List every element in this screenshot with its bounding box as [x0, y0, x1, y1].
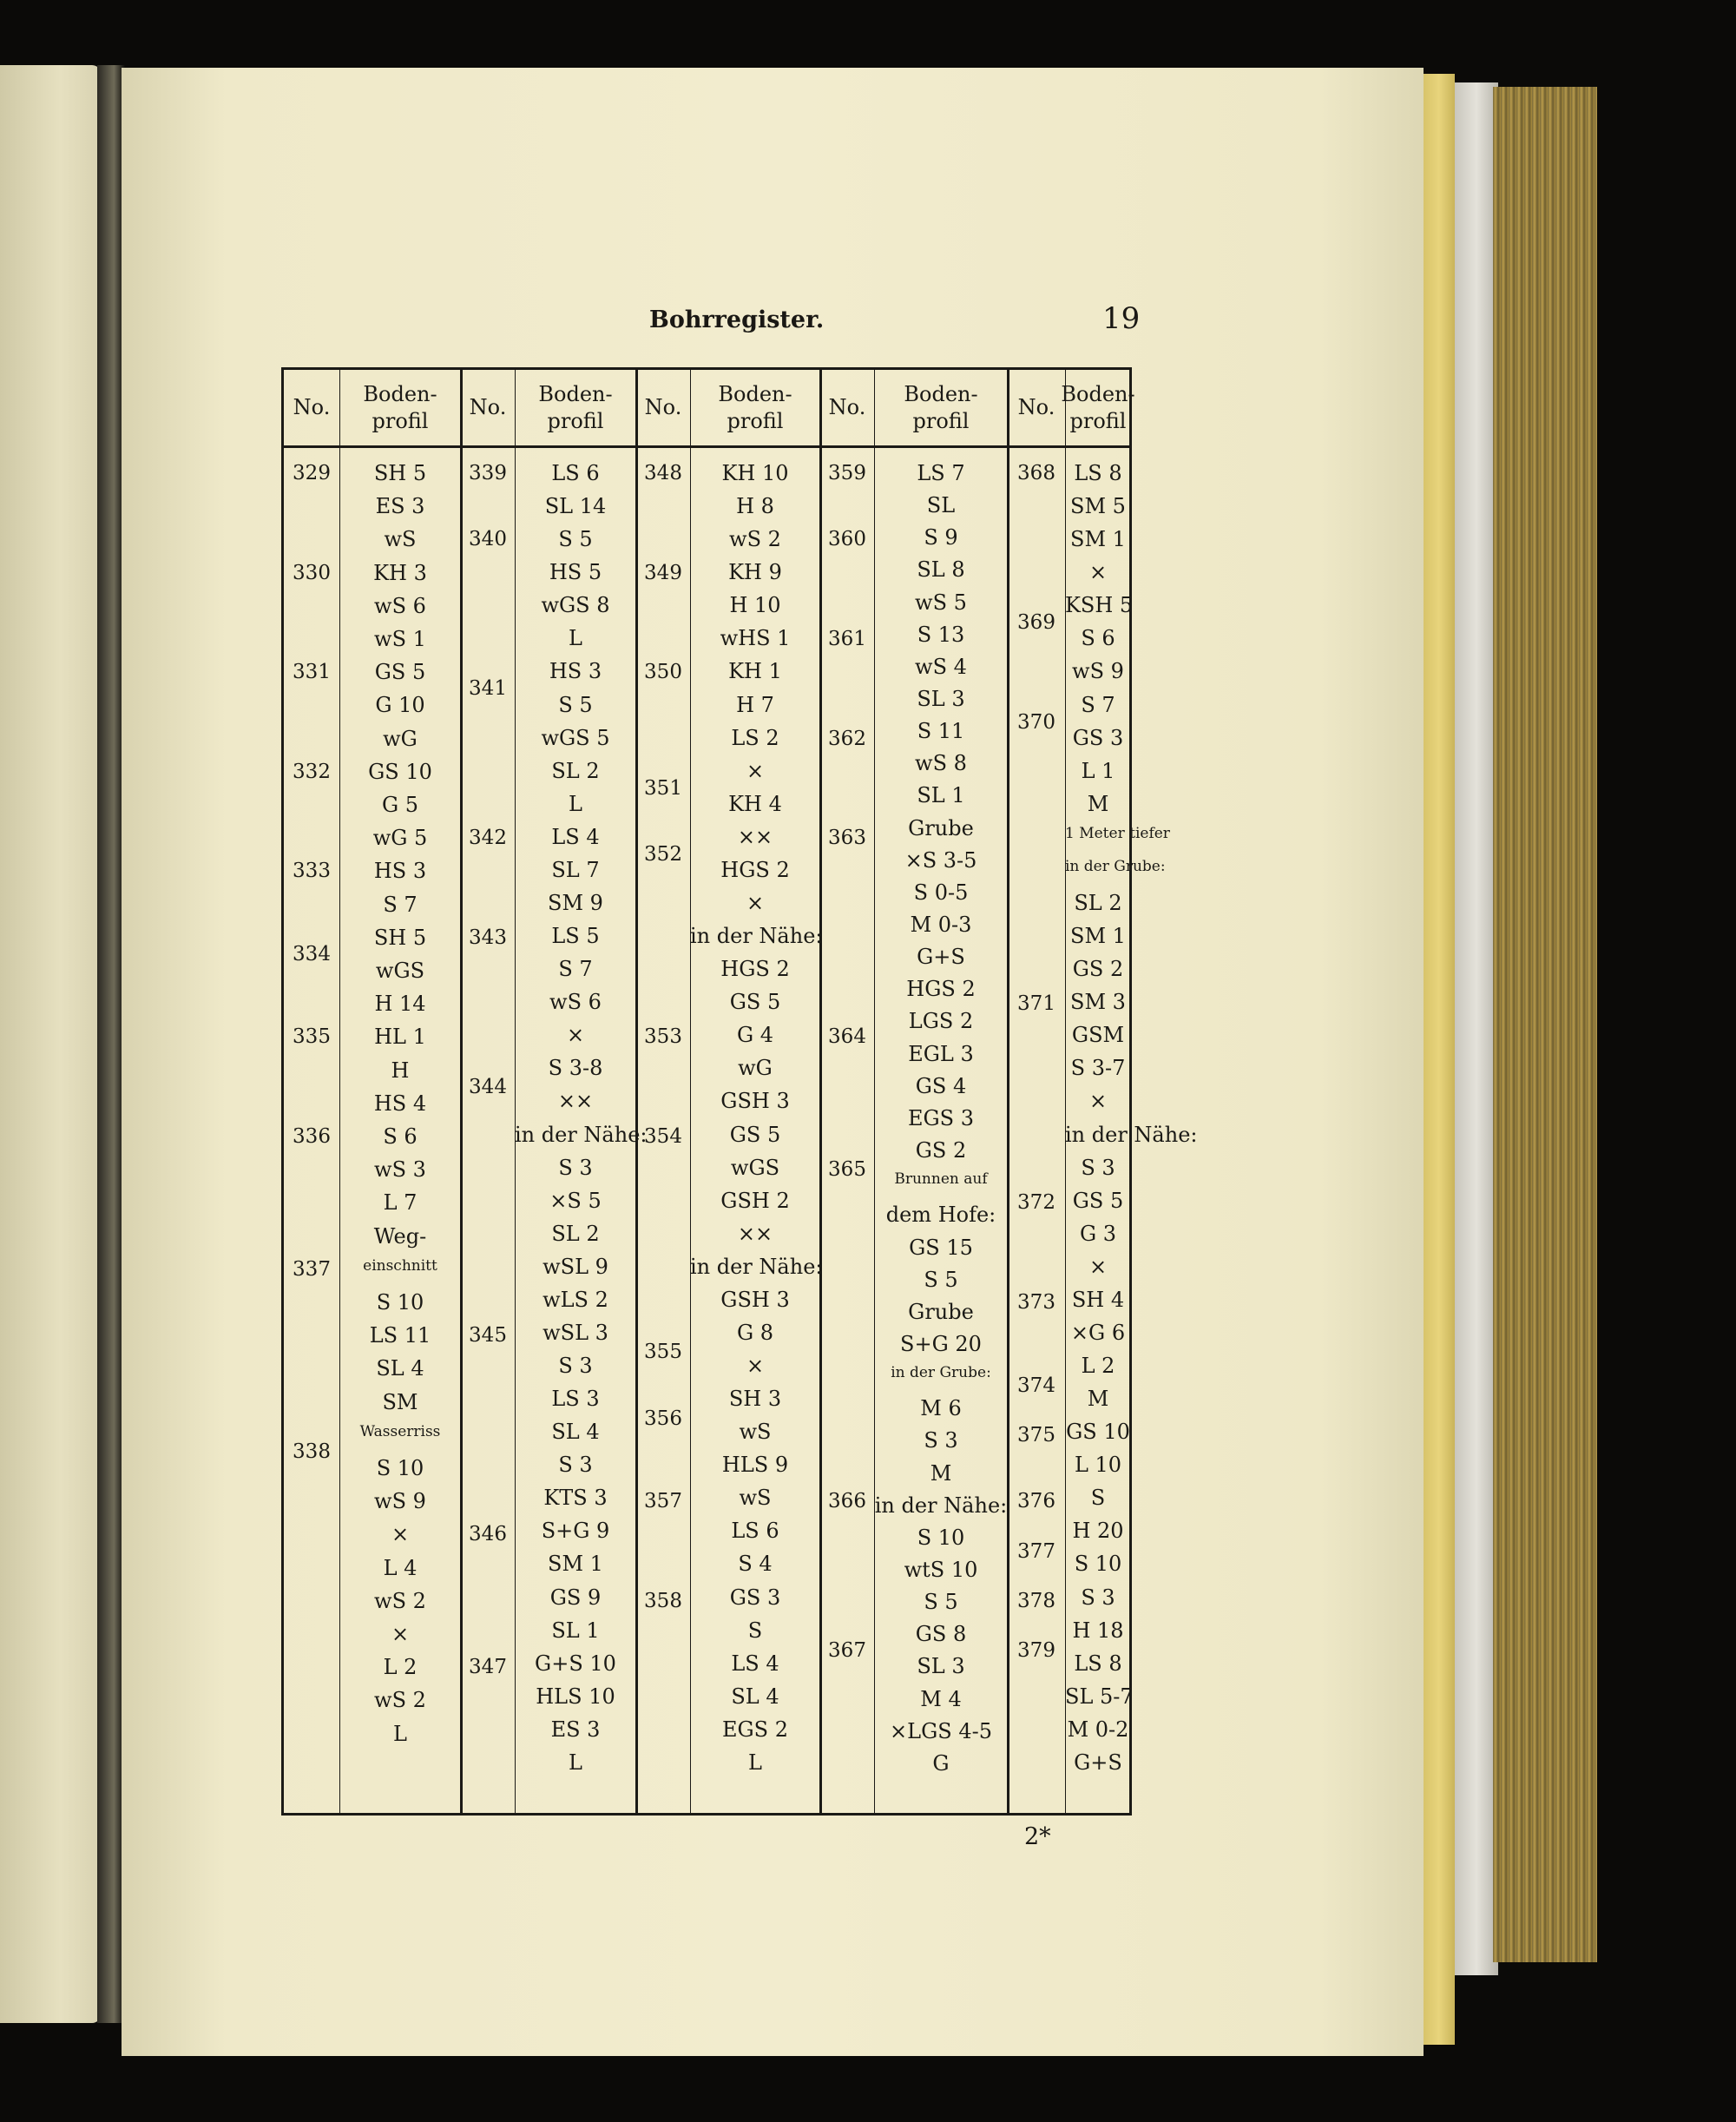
profile-entry: GS 5 — [374, 660, 426, 685]
register-number: 374 — [1017, 1374, 1055, 1397]
book-spine-edge — [1493, 87, 1597, 1962]
profile-entry: H 7 — [736, 692, 774, 717]
profile-entry: G+S — [1074, 1750, 1122, 1775]
header-no: No. — [644, 395, 682, 419]
profile-entry: L 2 — [1081, 1354, 1115, 1379]
profile-entry: wGS 5 — [541, 725, 610, 750]
profile-entry: S 0-5 — [913, 880, 969, 905]
profile-entry: H — [391, 1058, 410, 1083]
bodenprofil-column — [1065, 370, 1198, 1813]
profile-entry: in der Nähe: — [874, 1493, 1008, 1518]
profile-entry: GS 3 — [729, 1585, 781, 1610]
profile-entry: Brunnen auf — [894, 1170, 988, 1189]
profile-entry: in der Nähe: — [1065, 1122, 1198, 1147]
profile-entry: S 3 — [1081, 1155, 1115, 1180]
profile-entry: L 7 — [383, 1190, 418, 1216]
register-number-column — [636, 370, 690, 1813]
profile-entry: GS 9 — [549, 1585, 602, 1610]
profile-entry: wS 5 — [915, 590, 967, 615]
profile-entry: ES 3 — [375, 494, 425, 519]
profile-entry: S 10 — [1074, 1552, 1122, 1577]
register-number: 363 — [828, 827, 866, 850]
header-bodenprofil-line1: Boden- — [363, 381, 437, 406]
profile-entry: GS 5 — [729, 990, 781, 1015]
page-block-edge — [1424, 74, 1455, 2045]
profile-entry: LGS 2 — [908, 1009, 974, 1034]
profile-entry: M 6 — [920, 1396, 962, 1421]
profile-entry: G 10 — [375, 693, 425, 718]
register-number: 361 — [828, 628, 866, 650]
profile-entry: ×S 5 — [549, 1188, 602, 1213]
profile-entry: wS 2 — [374, 1588, 426, 1613]
profile-entry: × — [391, 1522, 410, 1547]
bodenprofil-column — [874, 370, 1008, 1813]
profile-entry: wS 9 — [1072, 659, 1124, 684]
register-number-column — [461, 370, 515, 1813]
profile-entry: GS 10 — [368, 759, 432, 784]
profile-entry: wS 1 — [374, 627, 426, 651]
register-number: 360 — [828, 528, 866, 551]
profile-entry: wG — [383, 726, 418, 751]
profile-entry: M — [930, 1460, 952, 1486]
profile-entry: KH 9 — [728, 560, 782, 585]
profile-entry: G 5 — [381, 793, 419, 817]
profile-entry: S 6 — [1081, 626, 1115, 651]
profile-entry: HGS 2 — [906, 977, 976, 1002]
profile-entry: SM 1 — [548, 1552, 603, 1577]
profile-entry: HL 1 — [374, 1025, 426, 1050]
register-number: 377 — [1017, 1539, 1055, 1563]
register-number: 340 — [469, 528, 507, 551]
profile-entry: S 5 — [558, 527, 593, 552]
profile-entry: LS 5 — [551, 924, 600, 949]
register-number: 350 — [644, 661, 682, 684]
profile-entry: in der Nähe: — [690, 924, 823, 949]
profile-entry: wS 6 — [374, 593, 426, 618]
profile-entry: wS 3 — [374, 1157, 426, 1183]
profile-entry: S 6 — [383, 1124, 418, 1149]
profile-entry: Wasserriss — [359, 1422, 441, 1440]
profile-entry: SM 1 — [1070, 527, 1126, 552]
profile-entry: KH 3 — [373, 560, 427, 585]
profile-entry: GSM — [1071, 1023, 1125, 1048]
profile-entry: GS 2 — [1072, 957, 1124, 982]
back-cover-edge — [1455, 82, 1498, 1975]
profile-entry: EGS 2 — [721, 1717, 789, 1742]
profile-entry: HLS 10 — [536, 1684, 615, 1709]
profile-entry: G+S 10 — [535, 1651, 616, 1676]
profile-entry: H 10 — [729, 593, 781, 618]
header-no: No. — [1017, 395, 1055, 419]
register-number: 372 — [1017, 1191, 1055, 1215]
profile-entry: S 5 — [924, 1267, 958, 1292]
profile-entry: SH 4 — [1071, 1287, 1125, 1312]
register-number: 379 — [1017, 1639, 1055, 1663]
page-title: Bohrregister. — [649, 306, 825, 333]
profile-entry: ES 3 — [550, 1717, 601, 1742]
profile-entry: S 3 — [558, 1453, 593, 1478]
register-number: 375 — [1017, 1423, 1055, 1447]
profile-entry: × — [1088, 1089, 1108, 1114]
profile-entry: S 10 — [376, 1456, 424, 1480]
register-number: 369 — [1017, 610, 1055, 634]
register-number: 347 — [469, 1656, 507, 1679]
register-number: 345 — [469, 1324, 507, 1348]
profile-entry: G — [932, 1750, 950, 1776]
register-number: 371 — [1017, 992, 1055, 1016]
profile-entry: KH 10 — [721, 461, 789, 485]
register-number: 368 — [1017, 462, 1055, 484]
bodenprofil-column — [515, 370, 648, 1813]
profile-entry: L — [569, 1750, 582, 1775]
profile-entry: × — [1088, 1254, 1108, 1279]
profile-entry: LS 3 — [551, 1387, 600, 1412]
profile-entry: in der Nähe: — [690, 1254, 823, 1279]
profile-entry: SL 1 — [551, 1618, 600, 1643]
header-bodenprofil-line2: profil — [1069, 408, 1127, 433]
register-number: 332 — [293, 760, 331, 783]
register-number-column — [284, 370, 339, 1813]
header-bodenprofil-line1: Boden- — [904, 381, 978, 406]
profile-entry: S 10 — [917, 1525, 965, 1550]
register-number: 343 — [469, 926, 507, 949]
profile-entry: M 0-2 — [1067, 1717, 1129, 1742]
profile-entry: L — [569, 626, 582, 651]
profile-entry: SL 2 — [551, 1221, 600, 1246]
profile-entry: S 4 — [738, 1552, 773, 1577]
register-number: 362 — [828, 727, 866, 750]
register-number: 351 — [644, 776, 682, 800]
register-number: 356 — [644, 1407, 682, 1430]
bodenprofil-column — [690, 370, 823, 1813]
register-number: 339 — [469, 462, 507, 484]
register-number: 333 — [293, 860, 331, 883]
profile-entry: wS — [384, 527, 417, 552]
profile-entry: wS 9 — [374, 1489, 426, 1514]
profile-entry: GS 4 — [915, 1073, 967, 1098]
register-number: 358 — [644, 1589, 682, 1612]
profile-entry: S — [747, 1618, 763, 1643]
profile-entry: S 9 — [924, 525, 958, 550]
profile-entry: SL 2 — [1074, 890, 1122, 915]
profile-entry: S 11 — [917, 719, 965, 744]
header-no: No. — [293, 395, 331, 419]
profile-entry: S 3-8 — [548, 1056, 603, 1081]
profile-entry: wS 6 — [549, 990, 602, 1015]
profile-entry: H 18 — [1072, 1618, 1124, 1643]
register-number: 359 — [828, 462, 866, 484]
profile-entry: GSH 3 — [720, 1287, 790, 1312]
profile-entry: HS 3 — [373, 859, 427, 884]
signature-mark: 2* — [1024, 1823, 1051, 1850]
profile-entry: S 7 — [383, 892, 418, 917]
profile-entry: S 3 — [558, 1354, 593, 1379]
profile-entry: Grube — [908, 1299, 974, 1324]
profile-entry: GS 2 — [915, 1138, 967, 1163]
profile-entry: L 1 — [1081, 758, 1115, 783]
bodenprofil-column — [339, 370, 461, 1813]
header-bodenprofil-line1: Boden- — [538, 381, 613, 406]
profile-entry: ×× — [737, 824, 773, 849]
profile-entry: 1 Meter tiefer — [1065, 824, 1170, 842]
profile-entry: EGL 3 — [908, 1041, 974, 1066]
profile-entry: × — [391, 1622, 410, 1646]
profile-entry: wSL 3 — [542, 1320, 608, 1345]
profile-entry: SM 1 — [1070, 924, 1126, 949]
register-number: 378 — [1017, 1589, 1055, 1612]
profile-entry: SL 3 — [917, 687, 965, 712]
header-bodenprofil-line1: Boden- — [718, 381, 792, 406]
header-bodenprofil-line2: profil — [372, 408, 429, 433]
register-number: 334 — [293, 942, 331, 965]
register-number: 367 — [828, 1639, 866, 1663]
profile-entry: wGS — [375, 959, 425, 983]
profile-entry: × — [566, 1023, 585, 1048]
header-bodenprofil-line2: profil — [912, 408, 970, 433]
profile-entry: wGS — [730, 1155, 780, 1180]
profile-entry: HGS 2 — [720, 957, 790, 982]
profile-entry: SL 4 — [376, 1356, 424, 1381]
profile-entry: × — [1088, 560, 1108, 585]
profile-entry: LS 6 — [551, 461, 600, 485]
profile-entry: Weg- — [373, 1223, 427, 1249]
profile-entry: M — [1087, 1387, 1109, 1412]
profile-entry: ×LGS 4-5 — [890, 1718, 992, 1743]
profile-entry: M 0-3 — [910, 913, 972, 938]
profile-entry: wLS 2 — [542, 1287, 608, 1312]
profile-entry: wHS 1 — [720, 626, 791, 651]
profile-entry: ×× — [557, 1089, 594, 1114]
profile-entry: EGS 3 — [907, 1105, 975, 1130]
profile-entry: wSL 9 — [542, 1254, 608, 1279]
register-number: 357 — [644, 1490, 682, 1513]
header-bodenprofil-line2: profil — [727, 408, 784, 433]
profile-entry: G 3 — [1079, 1221, 1117, 1246]
profile-entry: wGS 8 — [541, 593, 610, 618]
page-number: 19 — [1102, 301, 1141, 336]
profile-entry: M 4 — [920, 1686, 962, 1711]
profile-entry: G 8 — [736, 1320, 774, 1345]
register-number: 376 — [1017, 1490, 1055, 1513]
profile-entry: GS 5 — [1072, 1188, 1124, 1213]
profile-entry: LS 4 — [551, 824, 600, 849]
profile-entry: KH 1 — [728, 659, 782, 684]
register-number: 364 — [828, 1025, 866, 1049]
profile-entry: ×S 3-5 — [904, 847, 977, 873]
register-number: 373 — [1017, 1291, 1055, 1314]
profile-entry: wS 2 — [374, 1688, 426, 1713]
profile-entry: wG — [738, 1056, 773, 1081]
profile-entry: LS 7 — [917, 461, 965, 485]
profile-entry: GSH 2 — [720, 1188, 790, 1213]
profile-entry: in der Grube: — [891, 1364, 991, 1382]
profile-entry: × — [746, 890, 765, 915]
register-number: 365 — [828, 1158, 866, 1182]
profile-entry: S+G 20 — [900, 1331, 982, 1356]
profile-entry: SM 5 — [1070, 494, 1126, 519]
profile-entry: GS 15 — [909, 1235, 973, 1260]
profile-entry: H 20 — [1072, 1519, 1124, 1544]
register-number: 344 — [469, 1075, 507, 1098]
profile-entry: Grube — [908, 815, 974, 840]
register-number-column — [820, 370, 874, 1813]
register-number: 354 — [644, 1125, 682, 1148]
register-number: 366 — [828, 1490, 866, 1513]
profile-entry: SL 4 — [731, 1684, 779, 1709]
profile-entry: SM 3 — [1070, 990, 1126, 1015]
profile-entry: ×G 6 — [1070, 1320, 1126, 1345]
profile-entry: HS 5 — [549, 560, 602, 585]
register-number: 337 — [293, 1257, 331, 1281]
profile-entry: L 2 — [383, 1655, 418, 1680]
profile-entry: S 3 — [1081, 1585, 1115, 1610]
profile-entry: H 14 — [374, 992, 426, 1017]
profile-entry: L — [393, 1721, 407, 1746]
profile-entry: HGS 2 — [720, 857, 790, 882]
profile-entry: GSH 3 — [720, 1089, 790, 1114]
bohrregister-table — [281, 367, 1198, 1816]
profile-entry: SL 4 — [551, 1420, 600, 1445]
profile-entry: GS 5 — [729, 1122, 781, 1147]
profile-entry: LS 2 — [731, 725, 779, 750]
profile-entry: wG 5 — [372, 826, 428, 851]
profile-entry: H 8 — [736, 494, 774, 519]
profile-entry: HS 4 — [373, 1091, 427, 1116]
profile-entry: dem Hofe: — [885, 1203, 996, 1228]
profile-entry: S — [1090, 1486, 1106, 1511]
register-number: 355 — [644, 1341, 682, 1364]
register-number: 341 — [469, 677, 507, 701]
profile-entry: SL 1 — [917, 783, 965, 808]
register-number: 346 — [469, 1523, 507, 1546]
profile-entry: S 3 — [924, 1428, 958, 1453]
profile-entry: SM 9 — [548, 890, 603, 915]
register-number: 348 — [644, 462, 682, 484]
register-number: 329 — [293, 462, 331, 484]
register-number: 352 — [644, 843, 682, 867]
profile-entry: SH 5 — [373, 925, 427, 950]
profile-entry: SH 5 — [373, 461, 427, 485]
profile-entry: LS 8 — [1074, 1651, 1122, 1676]
profile-entry: SL 2 — [551, 758, 600, 783]
profile-entry: S 5 — [558, 692, 593, 717]
profile-entry: wS — [739, 1486, 772, 1511]
profile-entry: HLS 9 — [721, 1453, 789, 1478]
register-number: 349 — [644, 561, 682, 584]
profile-entry: GS 10 — [1066, 1420, 1130, 1445]
profile-entry: KSH 5 — [1065, 593, 1134, 618]
register-number: 330 — [293, 561, 331, 584]
profile-entry: SL 14 — [544, 494, 607, 519]
header-bodenprofil-line1: Boden- — [1061, 381, 1135, 406]
register-number-column — [1008, 370, 1065, 1813]
profile-entry: SL 8 — [917, 557, 965, 583]
profile-entry: wS 4 — [915, 654, 967, 679]
profile-entry: KH 4 — [728, 791, 782, 816]
profile-entry: SH 3 — [728, 1387, 782, 1412]
profile-entry: HS 3 — [549, 659, 602, 684]
profile-entry: SL 5-7 — [1065, 1684, 1134, 1709]
header-no: No. — [828, 395, 866, 419]
profile-entry: L 10 — [1074, 1453, 1122, 1478]
facing-page-edge — [0, 65, 101, 2023]
profile-entry: LS 8 — [1074, 461, 1122, 485]
register-number: 335 — [293, 1025, 331, 1049]
header-bodenprofil-line2: profil — [547, 408, 604, 433]
register-number: 370 — [1017, 710, 1055, 734]
register-number: 331 — [293, 661, 331, 684]
profile-entry: S 3-7 — [1070, 1056, 1126, 1081]
profile-entry: S 10 — [376, 1290, 424, 1315]
profile-entry: SL — [926, 493, 956, 518]
profile-entry: S 7 — [1081, 692, 1115, 717]
profile-entry: S 7 — [558, 957, 593, 982]
profile-entry: L 4 — [383, 1555, 418, 1580]
profile-entry: L — [748, 1750, 762, 1775]
profile-entry: KTS 3 — [543, 1486, 608, 1511]
profile-entry: S 3 — [558, 1155, 593, 1180]
register-number: 336 — [293, 1125, 331, 1148]
profile-entry: GS 3 — [1072, 725, 1124, 750]
profile-entry: L — [569, 791, 582, 816]
profile-entry: wS 2 — [729, 527, 781, 552]
profile-entry: in der Grube: — [1065, 857, 1166, 875]
profile-entry: SL 3 — [917, 1654, 965, 1679]
register-number: 338 — [293, 1440, 331, 1463]
profile-entry: M — [1087, 791, 1109, 816]
profile-entry: einschnitt — [363, 1256, 437, 1275]
profile-entry: SM — [382, 1389, 418, 1414]
profile-entry: ×× — [737, 1221, 773, 1246]
profile-entry: GS 8 — [915, 1622, 967, 1647]
profile-entry: S+G 9 — [541, 1519, 610, 1544]
profile-entry: G 4 — [736, 1023, 774, 1048]
register-number: 353 — [644, 1025, 682, 1049]
profile-entry: G+S — [917, 945, 965, 970]
profile-entry: wS 8 — [915, 751, 967, 776]
profile-entry: LS 6 — [731, 1519, 779, 1544]
profile-entry: LS 11 — [369, 1323, 431, 1348]
profile-entry: × — [746, 758, 765, 783]
profile-entry: LS 4 — [731, 1651, 779, 1676]
profile-entry: S 5 — [924, 1590, 958, 1615]
running-head — [0, 301, 1736, 341]
header-no: No. — [469, 395, 507, 419]
profile-entry: wtS 10 — [904, 1557, 978, 1582]
profile-entry: × — [746, 1354, 765, 1379]
profile-entry: wS — [739, 1420, 772, 1445]
profile-entry: S 13 — [917, 622, 965, 647]
register-number: 342 — [469, 827, 507, 850]
profile-entry: in der Nähe: — [515, 1122, 648, 1147]
profile-entry: SL 7 — [551, 857, 600, 882]
